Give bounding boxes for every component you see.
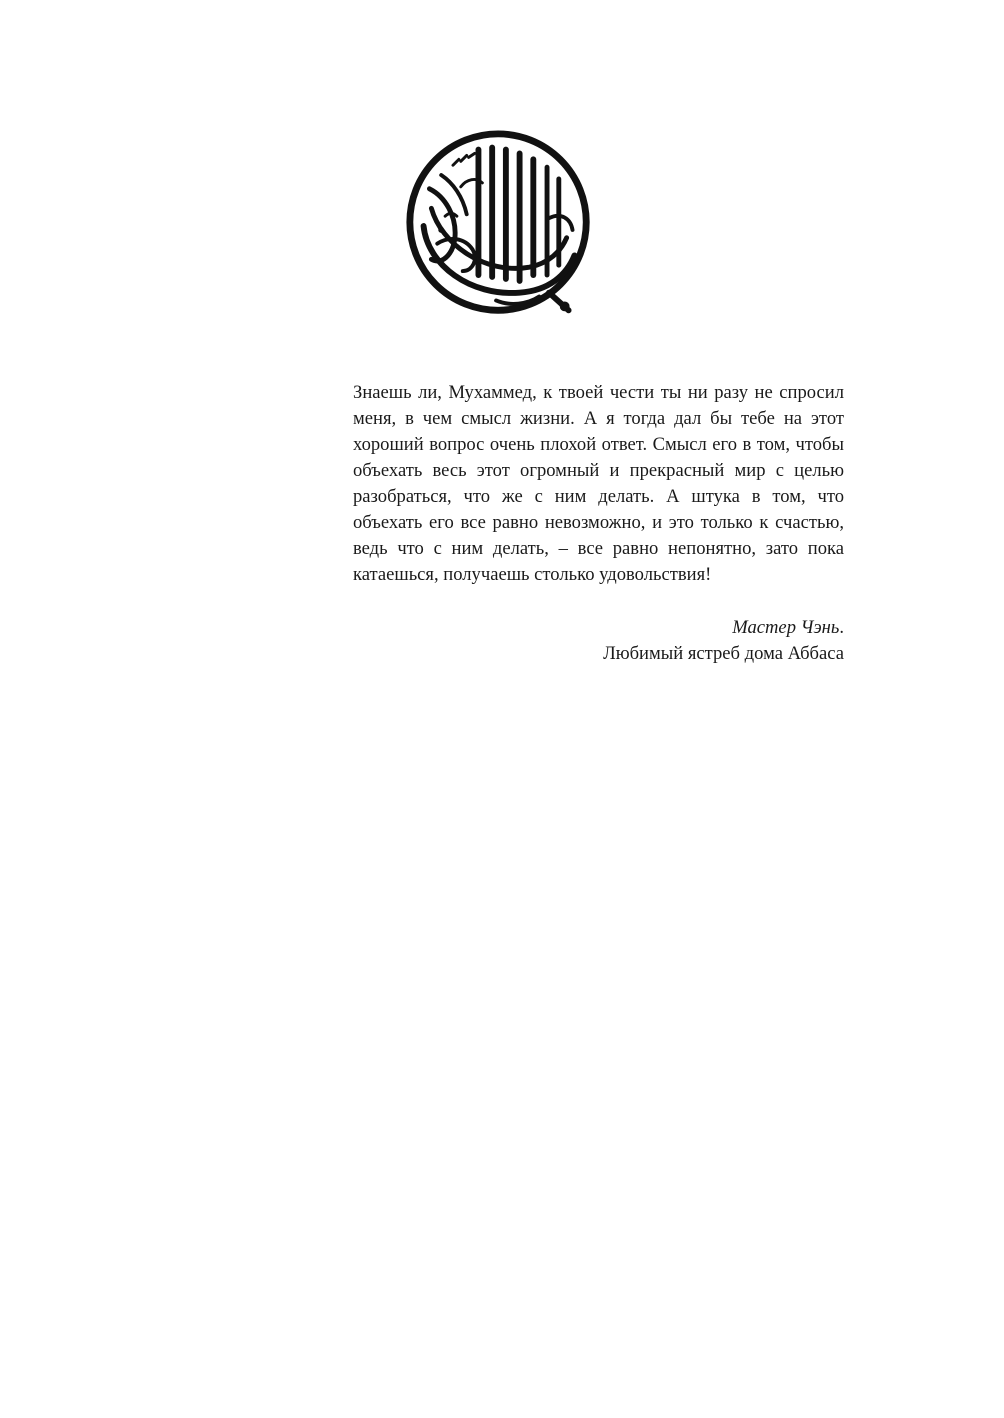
author-name: Мастер Чэнь (732, 617, 840, 638)
epigraph-attribution (353, 615, 844, 667)
source-title: Любимый ястреб дома Аббаса (603, 643, 844, 664)
author-suffix: . (839, 617, 844, 638)
calligraphy-seal-icon (402, 128, 598, 324)
author-line (732, 617, 844, 638)
epigraph-text: Знаешь ли, Мухаммед, к твоей чести ты ни разу не спросил меня, в чем смысл жизни. А я тогда дал бы тебе на этот хороший вопрос очень плохой ответ. Смысл его в том, чтобы объехать весь этот огромный и прекрасный мир с целью разобраться, что же с ним делать. А штука в том, что объехать его все равно невозможно, и это только к счастью, ведь что с ним делать, – все равно непонятно, зато пока катаешься, получаешь столько удовольствия! (353, 382, 844, 585)
